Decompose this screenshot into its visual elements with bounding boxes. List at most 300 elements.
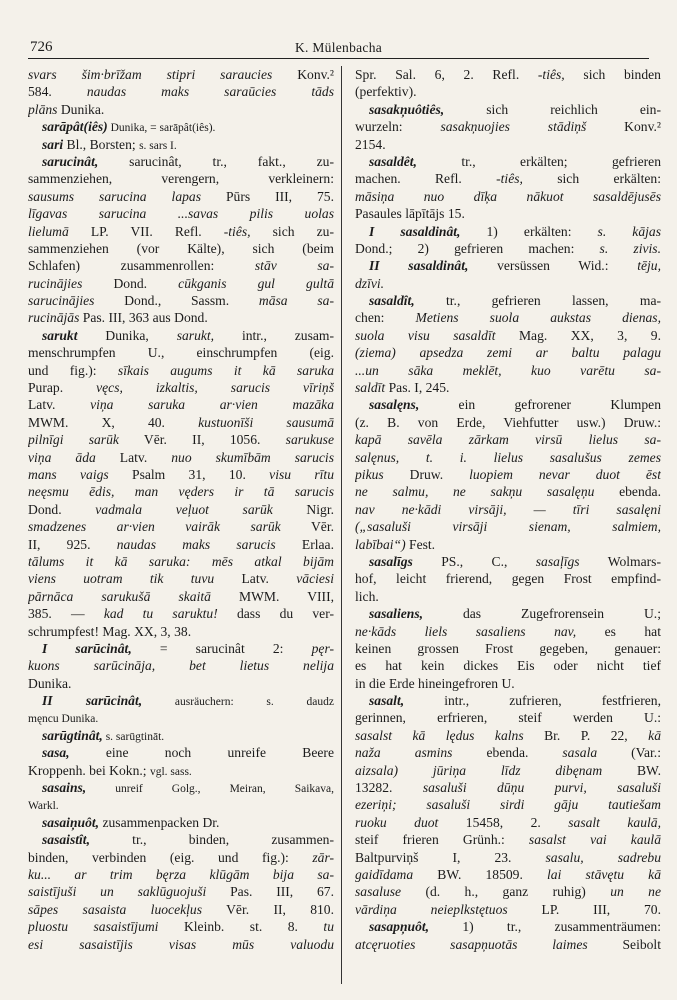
gloss-text: zusammenpacken Dr. — [99, 814, 220, 830]
example-text: sasala — [562, 745, 598, 761]
example-text: kustuonīši sausumā — [198, 414, 334, 430]
gloss-text: Dond.; 2) gefrieren machen: — [355, 240, 600, 256]
text-line — [28, 623, 334, 640]
gloss-text: Druw. — [383, 466, 470, 482]
gloss-text: hof, leicht frierend, gegen Frost empfind- — [355, 571, 661, 587]
headword: sarūgtinât, — [42, 727, 103, 743]
small-text: unreif Golg., Meiran, Saikava, — [86, 783, 334, 796]
example-text: luopiem nevar duot ēst — [469, 466, 661, 482]
gloss-text: (perfektiv). — [355, 84, 417, 100]
example-text: ku... ar trim bęrza klūgām bija sa- — [28, 866, 334, 882]
text-line — [28, 570, 334, 587]
text-line — [28, 327, 334, 344]
text-line — [28, 605, 334, 622]
gloss-text: Erlaa. — [275, 536, 334, 552]
left-column — [28, 66, 334, 953]
text-line — [355, 101, 661, 118]
text-line — [28, 101, 334, 118]
text-line — [28, 344, 334, 361]
text-line — [28, 849, 334, 866]
example-text: atcęruoties sasapņuotās laimes — [355, 936, 588, 952]
text-line — [355, 901, 661, 918]
example-text: plāns — [28, 101, 58, 117]
gloss-text: Br. P. 22, — [523, 727, 649, 743]
text-line — [28, 136, 334, 153]
gloss-text: BW. — [602, 762, 661, 778]
gloss-text: ebenda. — [594, 484, 661, 500]
text-line — [28, 883, 334, 900]
example-text: ezeriņi; sasaluši sirdi gāju tautiešam — [355, 797, 661, 813]
gloss-text: Vēr. — [280, 519, 334, 535]
gloss-text: 2154. — [355, 136, 386, 152]
example-text: kad tu saruktu! — [103, 606, 218, 622]
example-text: -tiês, — [496, 171, 523, 187]
text-line — [355, 744, 661, 761]
gloss-text: Kleinb. st. 8. — [158, 919, 324, 935]
text-line — [355, 570, 661, 587]
example-text: nav ne·kādi virsāji, — tīri sasalęni — [355, 501, 661, 517]
gloss-text: sich zu- — [250, 223, 334, 239]
gloss-text: sarucinât, tr., fakt., zu- — [98, 153, 334, 169]
example-text: līgavas sarucina ...savas pilis uolas — [28, 206, 334, 222]
text-line — [28, 831, 334, 848]
gloss-text: lich. — [355, 588, 379, 604]
text-line — [355, 466, 661, 483]
headword: sasalīgs — [369, 553, 413, 569]
gloss-text: Latv. — [95, 449, 172, 465]
gloss-text: in die Erde hineingefroren U. — [355, 675, 515, 691]
gloss-text: ebenda. — [452, 745, 563, 761]
text-line — [28, 153, 334, 170]
text-line — [355, 553, 661, 570]
text-line — [355, 449, 661, 466]
small-text: vgl. sass. — [149, 765, 192, 778]
text-line — [28, 640, 334, 657]
page-number: 726 — [30, 39, 53, 55]
gloss-text: (z. B. von Erde, Viehfutter usw.) Druw.: — [355, 414, 661, 430]
text-line — [28, 257, 334, 274]
example-text: tālums it kā saruka: mēs atkal bijām — [28, 553, 334, 569]
gloss-text: Purap. — [28, 380, 97, 396]
example-text: labībai“) — [355, 536, 406, 552]
example-text: māsa sa- — [258, 293, 334, 309]
example-text: Metiens suola aukstas dienas, — [415, 310, 661, 326]
example-text: naža asmins — [355, 745, 453, 761]
example-text: dzīvi. — [355, 275, 385, 291]
example-text: kuons sarūcināja, bet lietus nelija — [28, 658, 334, 674]
example-text: sasaļīgs — [535, 553, 580, 569]
example-text: stāv sa- — [254, 258, 334, 274]
text-line — [355, 396, 661, 413]
text-line — [28, 396, 334, 413]
example-text: neęsmu ēdis, man vęders ir tā sarucis — [28, 484, 334, 500]
text-line — [355, 118, 661, 135]
gloss-text: 1) erkälten: — [460, 223, 598, 239]
gloss-text: wurzeln: — [355, 119, 441, 135]
text-line — [28, 414, 334, 431]
text-line — [28, 762, 334, 779]
gloss-text: Spr. Sal. 6, 2. Refl. — [355, 67, 538, 82]
example-text: visu rītu — [269, 466, 334, 482]
right-column — [355, 66, 661, 953]
example-text: sāpes sasaista luocekļus — [28, 901, 203, 917]
example-text: saistījuši un saklūguojuši — [28, 884, 207, 900]
text-line — [28, 170, 334, 187]
text-line — [28, 657, 334, 674]
example-text: (ziema) apsedza zemi ar baltu palagu — [355, 345, 661, 361]
headword: sasaiņuôt, — [42, 814, 100, 830]
gloss-text: Pasaules lāpītājs 15. — [355, 206, 465, 222]
text-line — [28, 866, 334, 883]
text-line — [355, 709, 661, 726]
text-line — [355, 136, 661, 153]
text-line — [355, 275, 661, 292]
text-line — [28, 727, 334, 744]
example-text: mans vaigs — [28, 466, 109, 482]
gloss-text: Pūrs III, 75. — [201, 188, 334, 204]
example-text: tēju, — [637, 258, 661, 274]
text-line — [28, 449, 334, 466]
example-text: aizsala) jūriņa līdz dibęnam — [355, 762, 603, 778]
gloss-text: machen. Refl. — [355, 171, 497, 187]
example-text: vārdiņa neieplkstętuos — [355, 901, 508, 917]
text-line — [355, 170, 661, 187]
text-line — [355, 66, 661, 83]
small-text: ausräuchern: s. daudz — [142, 696, 334, 709]
example-text: sarukuse — [285, 432, 334, 448]
example-text: ...un sāka meklēt, kuo varētu sa- — [355, 362, 661, 378]
gloss-text: Kroppenh. bei Kokn.; — [28, 762, 150, 778]
example-text: s. kājas — [597, 223, 661, 239]
example-text: s. zivis. — [599, 240, 661, 256]
example-text: vadmala veļuot sarūk — [95, 501, 273, 517]
text-line — [28, 205, 334, 222]
text-line — [355, 657, 661, 674]
text-line — [355, 849, 661, 866]
column-divider — [341, 66, 342, 984]
gloss-text: schrumpfest! Mag. XX, 3, 38. — [28, 623, 192, 639]
example-text: viņa āda — [28, 449, 96, 465]
gloss-text: = sarucinât 2: — [131, 640, 312, 656]
gloss-text: Latv. — [214, 571, 297, 587]
text-line — [28, 518, 334, 535]
example-text: saldīt — [355, 380, 386, 396]
gloss-text: 13282. — [355, 780, 423, 796]
example-text: („sasaluši virsāji sienam, salmiem, — [355, 519, 661, 535]
example-text: sarukt, — [176, 327, 215, 343]
text-line — [28, 709, 334, 726]
text-line — [355, 796, 661, 813]
headword: sasains, — [42, 780, 87, 796]
example-text: lielumā — [28, 223, 69, 239]
headword: sasaistît, — [42, 832, 90, 848]
gloss-text: tr., gefrieren lassen, ma- — [414, 293, 661, 309]
headword: sasalęns, — [369, 397, 420, 413]
text-line — [28, 275, 334, 292]
text-line — [28, 744, 334, 761]
gloss-text: es hat kein dickes Eis oder nicht tief — [355, 658, 661, 674]
text-line — [355, 257, 661, 274]
example-text: naudas maks sarucis — [116, 536, 276, 552]
gloss-text: Schlafen) zusammenrollen: — [28, 258, 255, 274]
text-line — [355, 518, 661, 535]
headword: sarāpât(iês) — [42, 119, 108, 135]
text-line — [355, 814, 661, 831]
gloss-text: chen: — [355, 310, 416, 326]
text-line — [28, 223, 334, 240]
example-text: pikus — [355, 466, 384, 482]
gloss-text: BW. 18509. — [413, 866, 548, 882]
text-line — [355, 918, 661, 935]
gloss-text: Dond., Sassm. — [94, 293, 259, 309]
headword: sasa, — [42, 745, 70, 761]
example-text: pārnāca sarukušā skaitā — [28, 588, 211, 604]
small-text: Warkl. — [28, 800, 59, 813]
text-line — [28, 553, 334, 570]
text-line — [355, 483, 661, 500]
example-text: sasaluse — [355, 884, 402, 900]
gloss-text: tr., binden, zusammen- — [89, 832, 334, 848]
gloss-text: ein gefrorener Klumpen — [419, 397, 661, 413]
text-line — [28, 901, 334, 918]
example-text: sasalu, sadrebu — [545, 849, 661, 865]
text-line — [28, 918, 334, 935]
text-line — [355, 866, 661, 883]
small-text: s. sars I. — [139, 139, 177, 152]
text-line — [355, 831, 661, 848]
gloss-text: sich binden — [564, 67, 661, 82]
text-line — [355, 83, 661, 100]
example-text: sasalt kaulā, — [568, 814, 661, 830]
text-line — [355, 675, 661, 692]
example-text: -tiês, — [223, 223, 251, 239]
text-line — [355, 936, 661, 953]
gloss-text: LP. VII. Refl. — [68, 223, 224, 239]
text-line — [28, 675, 334, 692]
headword: sasaldêt, — [369, 153, 417, 169]
text-line — [355, 779, 661, 796]
gloss-text: 1) tr., zusammenträumen: — [429, 919, 661, 935]
headword: sasalt, — [369, 693, 405, 709]
gloss-text: Pas. I, 245. — [385, 380, 450, 396]
example-text: sausums sarucina lapas — [28, 188, 202, 204]
text-line — [355, 205, 661, 222]
example-text: lai stāvętu kā — [547, 866, 661, 882]
gloss-text: Vēr. II, 1056. — [118, 432, 286, 448]
gloss-text: tr., erkälten; gefrieren — [416, 153, 661, 169]
gloss-text: das Zugefrorensein U.; — [423, 606, 661, 622]
headword: sasapņuôt, — [369, 919, 430, 935]
text-line — [28, 814, 334, 831]
text-line — [355, 727, 661, 744]
example-text: vęcs, izkaltis, sarucis vīriņš — [96, 380, 334, 396]
text-line — [355, 414, 661, 431]
gloss-text: Dunika. — [28, 675, 72, 691]
example-text: ne salmu, ne sakņu sasalęņu — [355, 484, 595, 500]
example-text: sasalst vai kaulā — [528, 832, 661, 848]
text-line — [355, 588, 661, 605]
text-line — [355, 536, 661, 553]
text-line — [28, 66, 334, 83]
example-text: rucinājies — [28, 275, 83, 291]
headword: II sasaldinât, — [369, 258, 469, 274]
example-text: -tiês, — [537, 67, 565, 82]
example-text: sīkais augums it kā saruka — [117, 362, 334, 378]
gloss-text: 15458, 2. — [438, 814, 569, 830]
gloss-text: Dunika, — [77, 327, 177, 343]
gloss-text: Konv.² — [586, 119, 661, 135]
text-line — [28, 779, 334, 796]
example-text: viņa saruka ar·vien mazāka — [90, 397, 334, 413]
gloss-text: Mag. XX, 3, 9. — [495, 327, 661, 343]
example-text: cūkganis gul gultā — [178, 275, 334, 291]
text-line — [28, 83, 334, 100]
gloss-text: Baltpurviņš I, 23. — [355, 849, 546, 865]
running-head: K. Mülenbacha — [294, 40, 383, 55]
gloss-text: MWM. VIII, — [210, 588, 334, 604]
gloss-text: steif frieren Grünh.: — [355, 832, 529, 848]
example-text: zār- — [312, 849, 334, 865]
headword: sari — [42, 136, 64, 152]
text-line — [355, 379, 661, 396]
text-line — [28, 796, 334, 813]
example-text: suola visu sasaldīt — [355, 327, 496, 343]
small-text: męncu Dunika. — [28, 713, 99, 726]
gloss-text: und fig.): — [28, 362, 118, 378]
headword: sasakņuôtiês, — [369, 101, 445, 117]
text-line — [28, 379, 334, 396]
text-line — [355, 605, 661, 622]
text-line — [28, 483, 334, 500]
text-line — [28, 501, 334, 518]
gloss-text: MWM. X, 40. — [28, 414, 199, 430]
text-line — [28, 292, 334, 309]
text-line — [355, 692, 661, 709]
example-text: salęnus, t. i. lielus sasalušus zemes — [355, 449, 661, 465]
gloss-text: Vēr. II, 810. — [202, 901, 334, 917]
small-text: s. sarūgtināt. — [102, 730, 165, 743]
example-text: rucinājās — [28, 310, 80, 326]
example-text: esi sasaistījis visas mūs valuodu — [28, 936, 334, 952]
page-header — [28, 38, 649, 59]
gloss-text: sammenziehen, verengern, verkleinern: — [28, 171, 334, 187]
text-line — [355, 431, 661, 448]
gloss-text: menschrumpfen U., einschrumpfen (eig. — [28, 345, 334, 361]
text-line — [355, 762, 661, 779]
example-text: smadzenes ar·vien vairāk sarūk — [28, 519, 281, 535]
example-text: pęr- — [311, 640, 334, 656]
text-line — [28, 188, 334, 205]
text-line — [355, 362, 661, 379]
example-text: māsiņa nuo dīķa nākuot sasaldējusēs — [355, 188, 661, 204]
text-line — [355, 623, 661, 640]
gloss-text: Nigr. — [272, 501, 334, 517]
text-line — [28, 692, 334, 709]
text-line — [355, 640, 661, 657]
gloss-text: 385. — — [28, 606, 104, 622]
text-line — [355, 501, 661, 518]
gloss-text: Dunika. — [57, 101, 105, 117]
gloss-text: binden, verbinden (eig. und fig.): — [28, 849, 313, 865]
text-line — [28, 240, 334, 257]
text-line — [355, 153, 661, 170]
gloss-text: sammenziehen (vor Kälte), sich (beim — [28, 240, 334, 256]
text-line — [355, 292, 661, 309]
text-line — [355, 883, 661, 900]
text-line — [28, 309, 334, 326]
example-text: svars šim·brīžam stipri saraucies — [28, 67, 273, 82]
example-text: tu — [323, 919, 334, 935]
example-text: nuo skumībām sarucis — [171, 449, 334, 465]
gloss-text: II, 925. — [28, 536, 117, 552]
text-line — [28, 431, 334, 448]
text-line — [28, 466, 334, 483]
example-text: kapā savēla zārkam virsū lielus sa- — [355, 432, 661, 448]
example-text: pilnīgi sarūk — [28, 432, 119, 448]
example-text: sasakņuojies stādiņš — [440, 119, 587, 135]
text-line — [355, 344, 661, 361]
example-text: ruoku duot — [355, 814, 439, 830]
gloss-text: Bl., Borsten; — [63, 136, 140, 152]
headword: I sarūcinât, — [42, 640, 132, 656]
text-line — [355, 188, 661, 205]
text-line — [355, 240, 661, 257]
text-line — [28, 362, 334, 379]
example-text: viens uotram tik tuvu — [28, 571, 215, 587]
text-line — [355, 223, 661, 240]
gloss-text: keinen grossen Frost gegeben, genauer: — [355, 640, 661, 656]
example-text: naudas maks saraūcies tāds — [86, 84, 334, 100]
gloss-text: (Var.: — [597, 745, 661, 761]
text-line — [355, 327, 661, 344]
example-text: sasalst kā lędus kalns — [355, 727, 524, 743]
text-line — [28, 536, 334, 553]
gloss-text: 584. — [28, 84, 87, 100]
gloss-text: Latv. — [28, 397, 91, 413]
headword: sasaldît, — [369, 293, 415, 309]
gloss-text: gerinnen, erfrieren, steif werden U.: — [355, 710, 661, 726]
gloss-text: PS., C., — [412, 553, 536, 569]
example-text: sasaluši dūņu purvi, sasaluši — [422, 780, 661, 796]
gloss-text: sich reichlich ein- — [444, 101, 661, 117]
gloss-text: (d. h., ganz ruhig) — [401, 884, 611, 900]
gloss-text: es hat — [576, 623, 661, 639]
gloss-text: dass du ver- — [217, 606, 334, 622]
headword: I sasaldinât, — [369, 223, 461, 239]
gloss-text: eine noch unreife Beere — [69, 745, 334, 761]
example-text: vāciesi — [296, 571, 334, 587]
gloss-text: Pas. III, 363 aus Dond. — [79, 310, 208, 326]
headword: sarucinât, — [42, 153, 99, 169]
small-text: Dunika, = sarāpât(iês). — [107, 122, 216, 135]
text-line — [28, 588, 334, 605]
text-line — [28, 118, 334, 135]
gloss-text: Dond. — [28, 501, 96, 517]
headword: sasaliens, — [369, 606, 424, 622]
example-text: gaidīdama — [355, 866, 414, 882]
gloss-text: Psalm 31, 10. — [108, 466, 270, 482]
gloss-text: Dond. — [82, 275, 179, 291]
gloss-text: Konv.² — [272, 67, 334, 82]
example-text: kā — [648, 727, 661, 743]
example-text: sarucinājies — [28, 293, 95, 309]
headword: II sarūcinât, — [42, 693, 143, 709]
text-line — [28, 936, 334, 953]
gloss-text: Fest. — [405, 536, 436, 552]
gloss-text: sich erkälten: — [522, 171, 661, 187]
gloss-text: Wolmars- — [579, 553, 661, 569]
gloss-text: Pas. III, 67. — [206, 884, 334, 900]
